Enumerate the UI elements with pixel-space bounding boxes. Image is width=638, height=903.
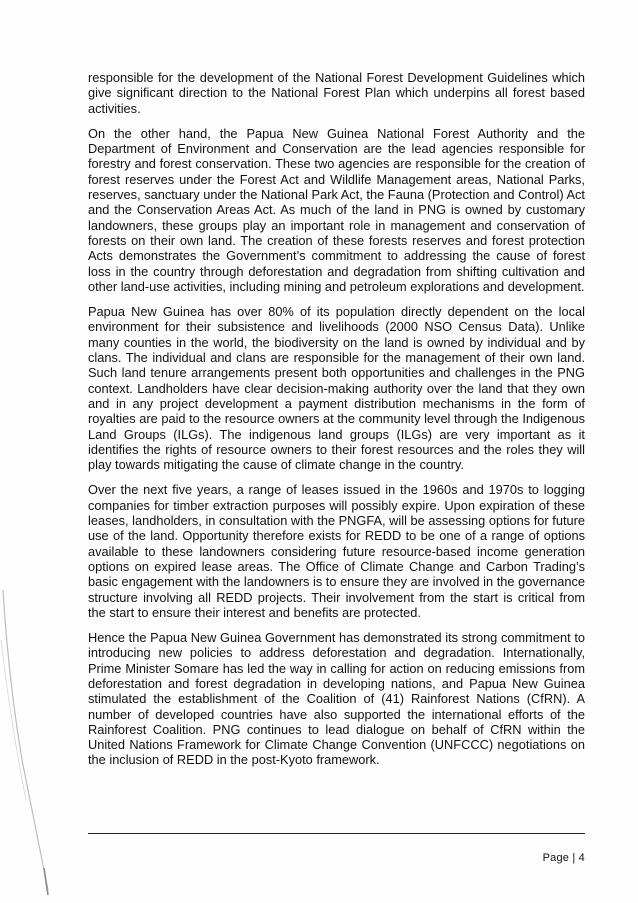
body-text <box>88 70 585 778</box>
paragraph-1: responsible for the development of the National Forest Development Guidelines which give significant direction to the National Forest Plan which underpins all forest based activities. <box>88 70 585 116</box>
paragraph-4: Over the next five years, a range of leases issued in the 1960s and 1970s to logging companies for timber extraction purposes will possibly expire. Upon expiration of these leases, landholders, in consultation with the PNGFA, will be assessing options for future use of the land. Opportunity therefore exists for REDD to be one of a range of options available to these landowners considering future resource-based income generation options on expired lease areas. The Office of Climate Change and Carbon Trading’s basic engagement with the landowners is to ensure they are involved in the governance structure involving all REDD projects. Their involvement from the start is critical from the start to ensure their interest and benefits are protected. <box>88 482 585 620</box>
paragraph-5: Hence the Papua New Guinea Government has demonstrated its strong commitment to introducing new policies to address deforestation and degradation. Internationally, Prime Minister Somare has led the way in calling for action on reducing emissions from deforestation and forest degradation in developing nations, and Papua New Guinea stimulated the establishment of the Coalition of (41) Rainforest Nations (CfRN). A number of developed countries have also supported the international efforts of the Rainforest Coalition. PNG continues to lead dialogue on behalf of CfRN within the United Nations Framework for Climate Change Convention (UNFCCC) negotiations on the inclusion of REDD in the post-Kyoto framework. <box>88 630 585 768</box>
scan-edge-shadow <box>0 0 60 903</box>
page-number: Page | 4 <box>542 852 585 864</box>
paragraph-2: On the other hand, the Papua New Guinea National Forest Authority and the Department of Environment and Conservation are the lead agencies responsible for forestry and forest conservation. These two agencies are responsible for the creation of forest reserves under the Forest Act and Wildlife Management areas, National Parks, reserves, sanctuary under the National Park Act, the Fauna (Protection and Control) Act and the Conservation Areas Act. As much of the land in PNG is owned by customary landowners, these groups play an important role in management and conservation of forests on their own land. The creation of these forests reserves and forest protection Acts demonstrates the Government’s commitment to addressing the cause of forest loss in the country through deforestation and degradation from shifting cultivation and other land-use activities, including mining and petroleum explorations and development. <box>88 125 585 294</box>
paragraph-3: Papua New Guinea has over 80% of its population directly dependent on the local environment for their subsistence and livelihoods (2000 NSO Census Data). Unlike many counties in the world, the biodiversity on the land is owned by individual and by clans. The individual and clans are responsible for the management of their own land. Such land tenure arrangements present both opportunities and challenges in the PNG context. Landholders have clear decision-making authority over the land that they own and in any project development a payment distribution mechanisms in the form of royalties are paid to the resource owners at the community level through the Indigenous Land Groups (ILGs). The indigenous land groups (ILGs) are very important as it identifies the rights of resource owners to their forest resources and the roles they will play towards mitigating the cause of climate change in the country. <box>88 304 585 473</box>
footer-divider <box>88 833 585 834</box>
